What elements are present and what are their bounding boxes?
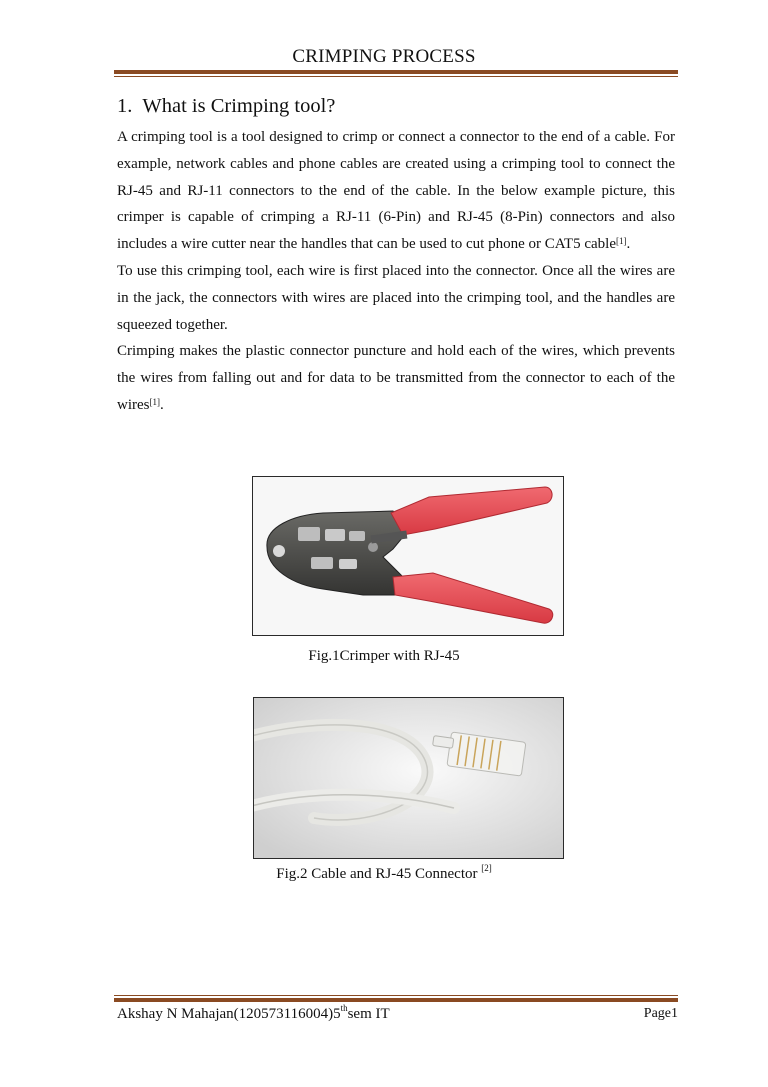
section-number: 1. — [117, 95, 133, 117]
crimper-illustration — [253, 477, 563, 635]
footer-rule-thick — [114, 998, 678, 1002]
figure-crimper-image — [252, 476, 564, 636]
section-heading — [117, 95, 335, 118]
header-rule-thick — [114, 70, 678, 74]
figure-cable-connector-image — [253, 697, 564, 859]
figure-1-caption: Fig.1Crimper with RJ-45 — [308, 648, 460, 664]
paragraph-3 — [117, 338, 675, 418]
figure-2-caption-text: Fig.2 Cable and RJ-45 Connector — [276, 866, 482, 882]
paragraph-3-end: . — [160, 396, 164, 413]
section-title: What is Crimping tool? — [142, 95, 336, 117]
body-text — [117, 124, 675, 419]
footer-rule-thin — [114, 995, 678, 996]
footer-page-number: Page1 — [643, 1006, 678, 1021]
citation-1: [1] — [615, 236, 627, 247]
paragraph-1 — [117, 124, 675, 258]
paragraph-2: To use this crimping tool, each wire is first placed into the connector. Once all the wires are in the jack, the connectors with wires are placed into the crimping tool, and the handles are squeezed together. — [117, 262, 675, 333]
footer-author-sup: th — [340, 1003, 348, 1013]
paragraph-3-text: Crimping makes the plastic connector puncture and hold each of the wires, which prevents the wires from falling out and for data to be transmitted from the connector to each of the wires — [117, 343, 675, 413]
citation-1b: [1] — [149, 396, 160, 407]
header-rule-thin — [114, 76, 678, 77]
paragraph-1-end: . — [626, 236, 631, 253]
footer-author — [117, 1003, 390, 1023]
citation-2: [2] — [481, 863, 492, 873]
figure-2-caption — [0, 863, 768, 883]
paragraph-1-text: A crimping tool is a tool designed to crimp or connect a connector to the end of a cable. For example, network cables and phone cables are created using a crimping tool to connect the RJ-45 and RJ-11 connectors to the end of the cable. In the below example picture, this crimper is capable of crimping a RJ-11 (6-Pin) and RJ-45 (8-Pin) connectors and also includes a wire cutter near the handles that can be used to cut phone or CAT5 cable — [117, 129, 675, 253]
page-header-title: CRIMPING PROCESS — [292, 46, 476, 67]
cable-connector-illustration — [254, 698, 563, 858]
footer-author-prefix: Akshay N Mahajan(120573116004)5 — [117, 1006, 341, 1022]
footer-author-suffix: sem IT — [347, 1006, 390, 1022]
